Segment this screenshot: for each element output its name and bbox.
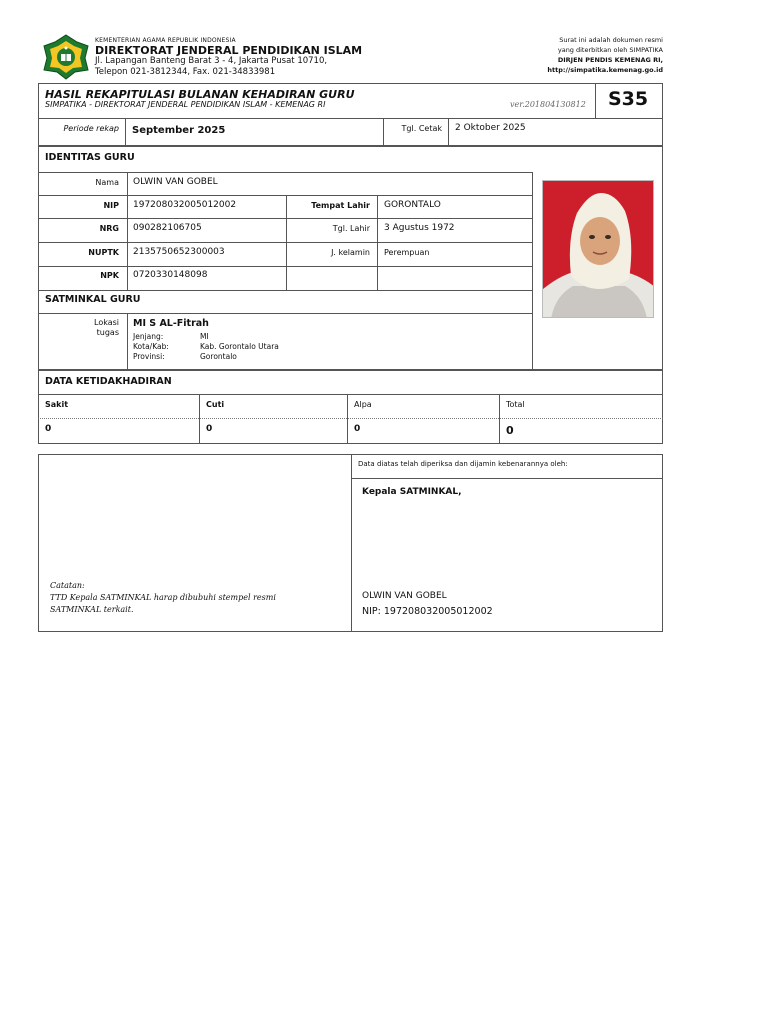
- school-name: MI S AL-Fitrah: [133, 318, 209, 329]
- period-value: September 2025: [132, 125, 226, 136]
- verification-statement: Data diatas telah diperiksa dan dijamin kebenarannya oleh:: [358, 460, 568, 468]
- tgl-lahir-label: Tgl. Lahir: [332, 224, 370, 233]
- report-title: HASIL REKAPITULASI BULANAN KEHADIRAN GURU: [45, 88, 355, 101]
- official-note-url: http://simpatika.kemenag.go.id: [547, 66, 663, 74]
- nama-value: OLWIN VAN GOBEL: [133, 177, 218, 187]
- note-text-2: SATMINKAL terkait.: [50, 605, 134, 614]
- nip-label: NIP: [103, 201, 119, 210]
- nuptk-label: NUPTK: [88, 248, 119, 257]
- signer-name: OLWIN VAN GOBEL: [362, 591, 447, 601]
- report-subtitle: SIMPATIKA - DIREKTORAT JENDERAL PENDIDIKAN ISLAM - KEMENAG RI: [45, 100, 326, 109]
- directorate-address: Jl. Lapangan Banteng Barat 3 - 4, Jakarta Pusat 10710,: [95, 56, 328, 66]
- print-date-label: Tgl. Cetak: [401, 124, 442, 133]
- jenjang-label: Jenjang:: [133, 332, 164, 341]
- nip-value: 197208032005012002: [133, 200, 237, 210]
- ministry-name: KEMENTERIAN AGAMA REPUBLIK INDONESIA: [95, 37, 236, 44]
- jenis-kelamin-label: J. kelamin: [331, 248, 370, 257]
- absence-header-sakit: Sakit: [45, 400, 69, 409]
- absence-section-title: DATA KETIDAKHADIRAN: [45, 376, 172, 387]
- absence-header-cuti: Cuti: [206, 400, 225, 409]
- kota-label: Kota/Kab:: [133, 342, 169, 351]
- npk-label: NPK: [100, 271, 119, 280]
- jenjang-value: MI: [200, 332, 209, 341]
- identity-section-title: IDENTITAS GURU: [45, 152, 135, 163]
- official-note-1: Surat ini adalah dokumen resmi: [559, 36, 663, 44]
- absence-header-alpa: Alpa: [354, 400, 372, 409]
- principal-title: Kepala SATMINKAL,: [362, 487, 462, 497]
- satminkal-section-title: SATMINKAL GURU: [45, 294, 141, 305]
- nrg-value: 090282106705: [133, 223, 202, 233]
- version-label: ver.201804130812: [510, 100, 586, 109]
- nama-label: Nama: [95, 178, 119, 187]
- lokasi-label-1: Lokasi: [94, 318, 119, 327]
- tempat-lahir-label: Tempat Lahir: [311, 201, 370, 210]
- note-text-1: TTD Kepala SATMINKAL harap dibubuhi stempel resmi: [50, 593, 276, 602]
- print-date-value: 2 Oktober 2025: [455, 123, 526, 133]
- absence-value-total: 0: [506, 424, 514, 437]
- period-label: Periode rekap: [63, 124, 119, 133]
- note-title: Catatan:: [50, 581, 85, 590]
- tempat-lahir-value: GORONTALO: [384, 200, 441, 210]
- directorate-name: DIREKTORAT JENDERAL PENDIDIKAN ISLAM: [95, 44, 363, 57]
- provinsi-label: Provinsi:: [133, 352, 165, 361]
- lokasi-label-2: tugas: [96, 328, 119, 337]
- nrg-label: NRG: [99, 224, 119, 233]
- official-note-2: yang diterbitkan oleh SIMPATIKA: [557, 46, 663, 54]
- official-note-3: DIRJEN PENDIS KEMENAG RI,: [557, 56, 663, 64]
- absence-value-alpa: 0: [354, 424, 361, 434]
- absence-value-sakit: 0: [45, 424, 52, 434]
- report-code: S35: [608, 88, 649, 110]
- jenis-kelamin-value: Perempuan: [384, 248, 430, 257]
- kota-value: Kab. Gorontalo Utara: [200, 342, 279, 351]
- npk-value: 0720330148098: [133, 270, 208, 280]
- nuptk-value: 2135750652300003: [133, 247, 225, 257]
- ministry-logo: [42, 34, 90, 80]
- absence-value-cuti: 0: [206, 424, 213, 434]
- teacher-photo: [542, 180, 654, 318]
- absence-header-total: Total: [506, 400, 525, 409]
- provinsi-value: Gorontalo: [200, 352, 237, 361]
- directorate-phone: Telepon 021-3812344, Fax. 021-34833981: [95, 67, 276, 77]
- tgl-lahir-value: 3 Agustus 1972: [384, 223, 455, 233]
- signer-nip: NIP: 197208032005012002: [362, 606, 493, 617]
